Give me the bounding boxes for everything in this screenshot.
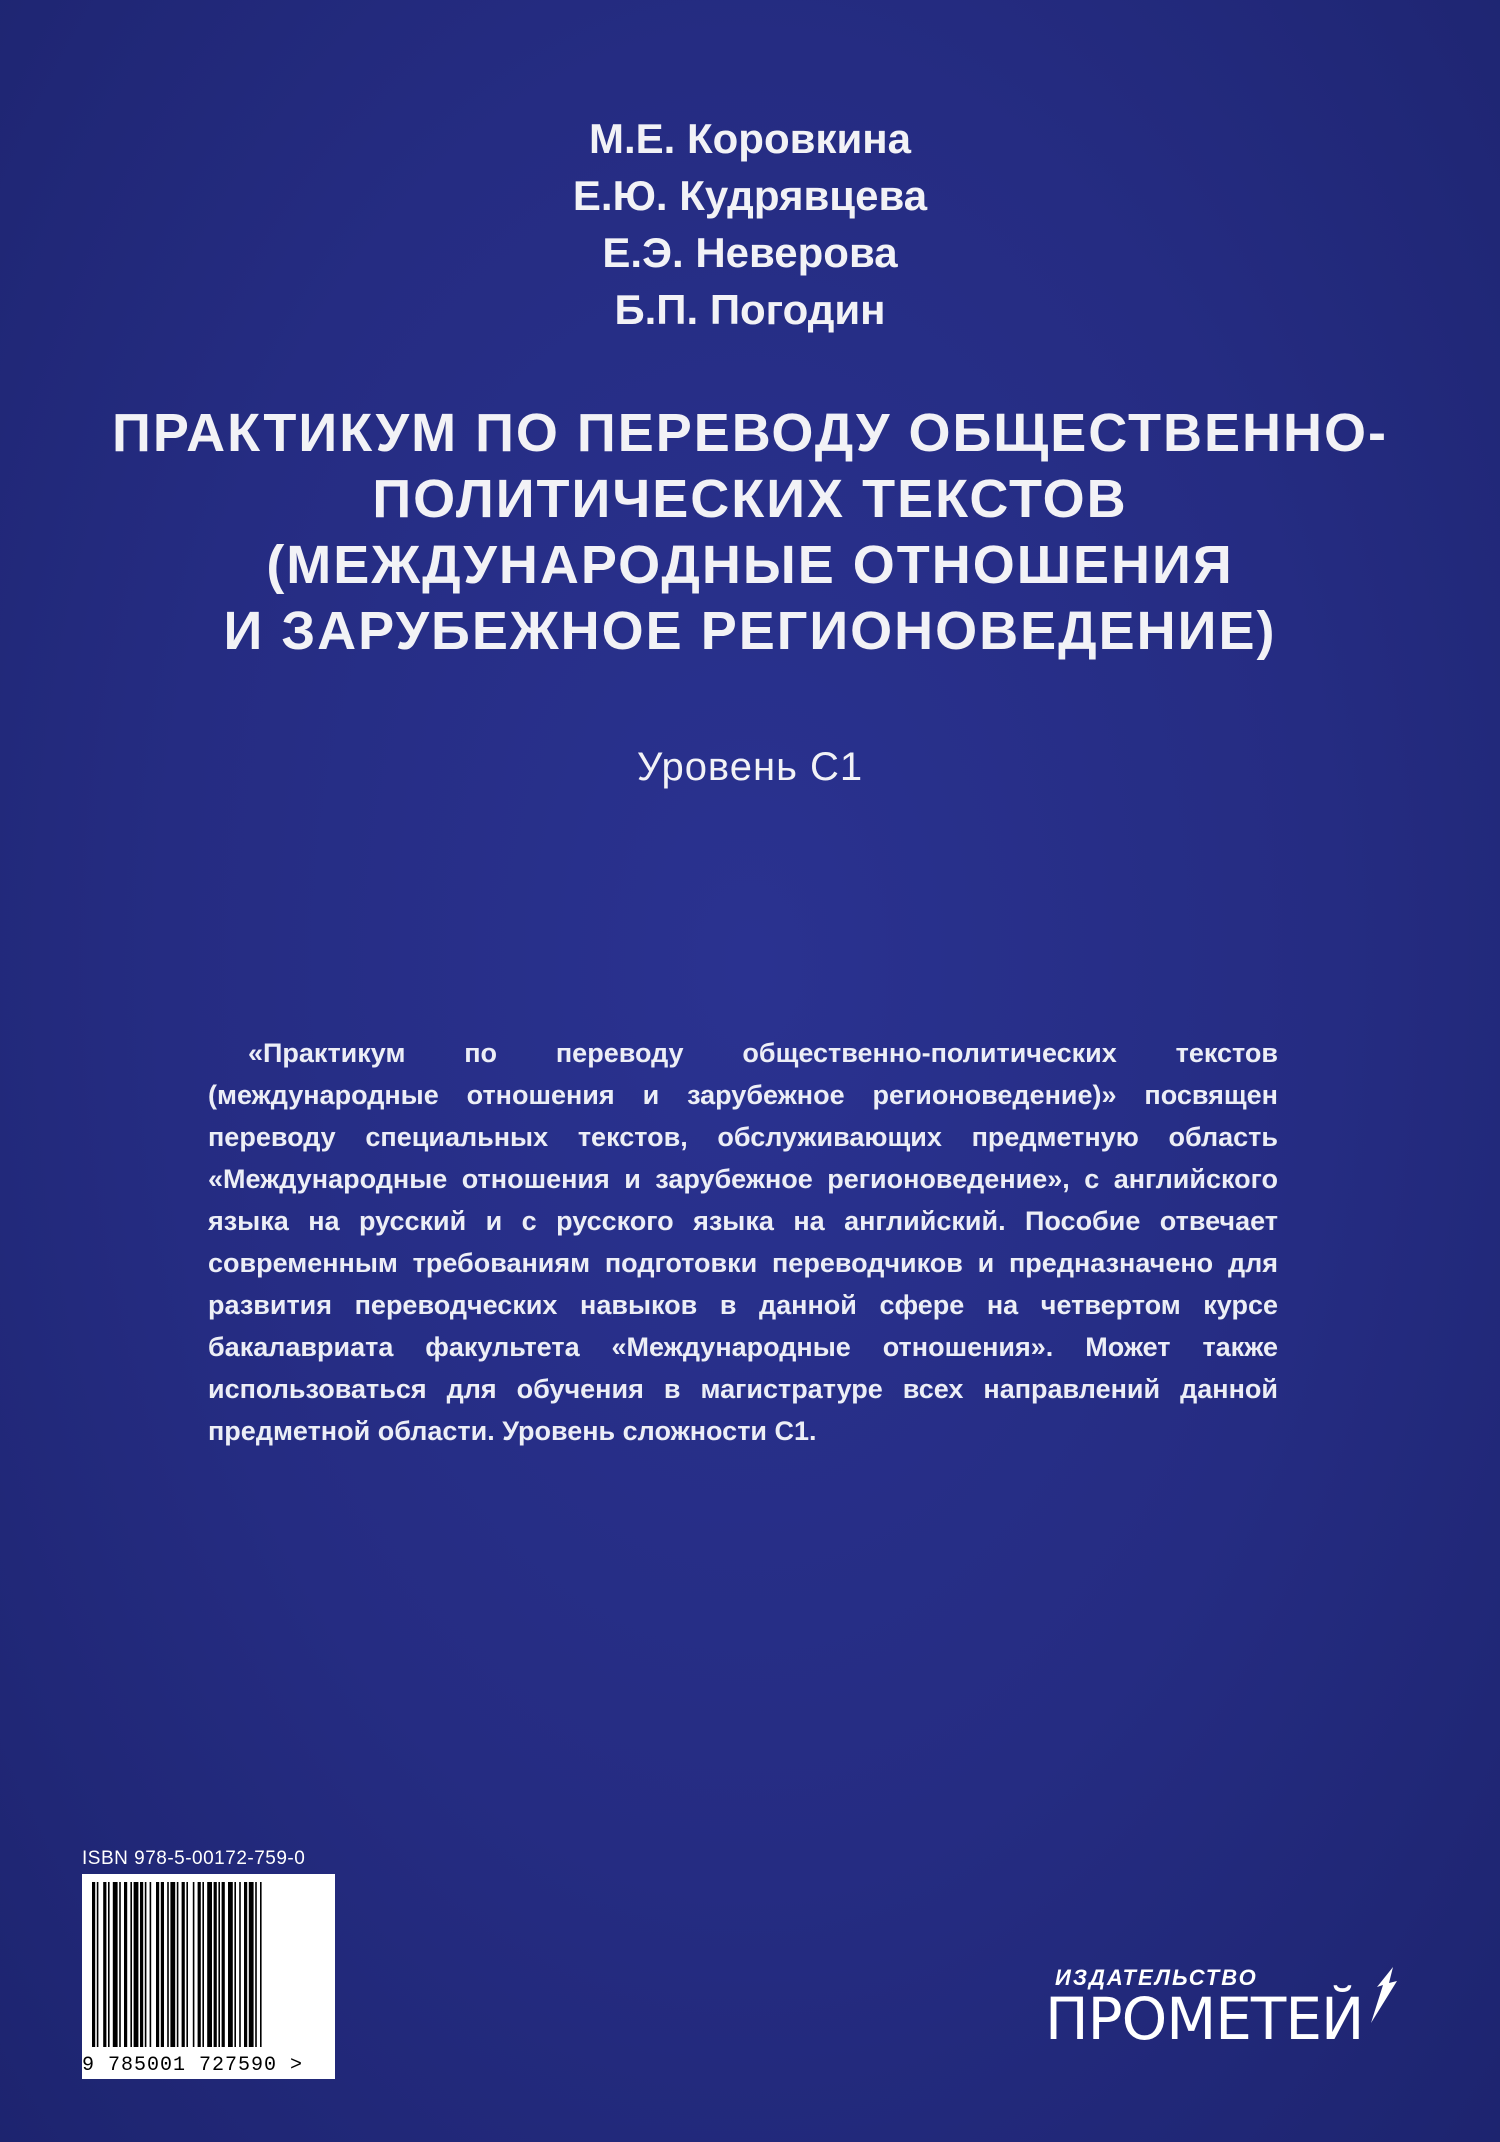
barcode-bar [260, 1882, 262, 2047]
barcode-bar [108, 1882, 110, 2047]
barcode-bar [202, 1882, 204, 2047]
barcode-bar [177, 1882, 179, 2047]
barcode-bar [218, 1882, 220, 2047]
barcode-bar [170, 1882, 175, 2047]
publisher-logo [1045, 1965, 1395, 2065]
book-description: «Практикум по переводу общественно-политических текстов (международные отношения и зарубежное регионоведение)» посвящен переводу специальных текстов, обслуживающих предметную область «Международные отношения и зарубежное регионоведение», с английского языка на русский и с русского языка на английский. Пособие отвечает современным требованиям подготовки переводчиков и предназначено для развития переводческих навыков в данной сфере на четвертом курсе бакалавриата факультета «Международные отношения». Может также использоваться для обучения в магистратуре всех направлений данной предметной области. Уровень сложности С1. [208, 1038, 1278, 1446]
barcode-bar [214, 1882, 217, 2047]
isbn-number: ISBN 978-5-00172-759-0 [82, 1848, 306, 1869]
barcode-bar [156, 1882, 159, 2047]
barcode-bar [103, 1882, 106, 2047]
barcode-bar [130, 1882, 132, 2047]
barcode-bar [244, 1882, 247, 2047]
author-name: Е.Э. Неверова [602, 229, 898, 276]
barcode-bar [186, 1882, 188, 2047]
authors-list [0, 110, 1500, 338]
level-label: Уровень С1 [636, 745, 864, 789]
barcode-bar [161, 1882, 164, 2047]
title-line: И ЗАРУБЕЖНОЕ РЕГИОНОВЕДЕНИЕ) [223, 601, 1277, 661]
barcode-bar [249, 1882, 254, 2047]
flame-icon [1363, 1965, 1403, 2025]
barcode-bar [140, 1882, 143, 2047]
barcode-bar [222, 1882, 225, 2047]
author-name: Б.П. Погодин [614, 286, 886, 333]
barcode-bar [198, 1882, 201, 2047]
barcode-bar [124, 1882, 127, 2047]
author-name: Е.Ю. Кудрявцева [572, 172, 928, 219]
title-line: (МЕЖДУНАРОДНЫЕ ОТНОШЕНИЯ [266, 535, 1234, 595]
barcode-digits: 9 785001 727590 > [82, 2054, 304, 2077]
barcode-bar [255, 1882, 257, 2047]
barcode-bar [193, 1882, 195, 2047]
barcode-bar [119, 1882, 121, 2047]
barcode-bar [182, 1882, 185, 2047]
barcode-bar [207, 1882, 212, 2047]
barcode-bar [145, 1882, 147, 2047]
barcode-bar [150, 1882, 152, 2047]
barcode-bar [167, 1882, 169, 2047]
barcode-bar [234, 1882, 236, 2047]
publisher-logo-top-text: ИЗДАТЕЛЬСТВО [1055, 1965, 1258, 1990]
barcode-bar [239, 1882, 241, 2047]
barcode-bar [134, 1882, 139, 2047]
isbn-block [82, 1848, 335, 2079]
barcode-bar [92, 1882, 95, 2047]
author-name: М.Е. Коровкина [589, 115, 911, 162]
title-line: ПРАКТИКУМ ПО ПЕРЕВОДУ ОБЩЕСТВЕННО- [112, 403, 1388, 463]
barcode-bar [228, 1882, 233, 2047]
title-line: ПОЛИТИЧЕСКИХ ТЕКСТОВ [372, 469, 1128, 529]
barcode-bar [97, 1882, 99, 2047]
barcode-bars [82, 1874, 335, 2054]
book-title [0, 400, 1500, 664]
barcode-bar [113, 1882, 118, 2047]
publisher-logo-name: ПРОМЕТЕЙ [1045, 1985, 1364, 2053]
barcode [82, 1874, 335, 2079]
